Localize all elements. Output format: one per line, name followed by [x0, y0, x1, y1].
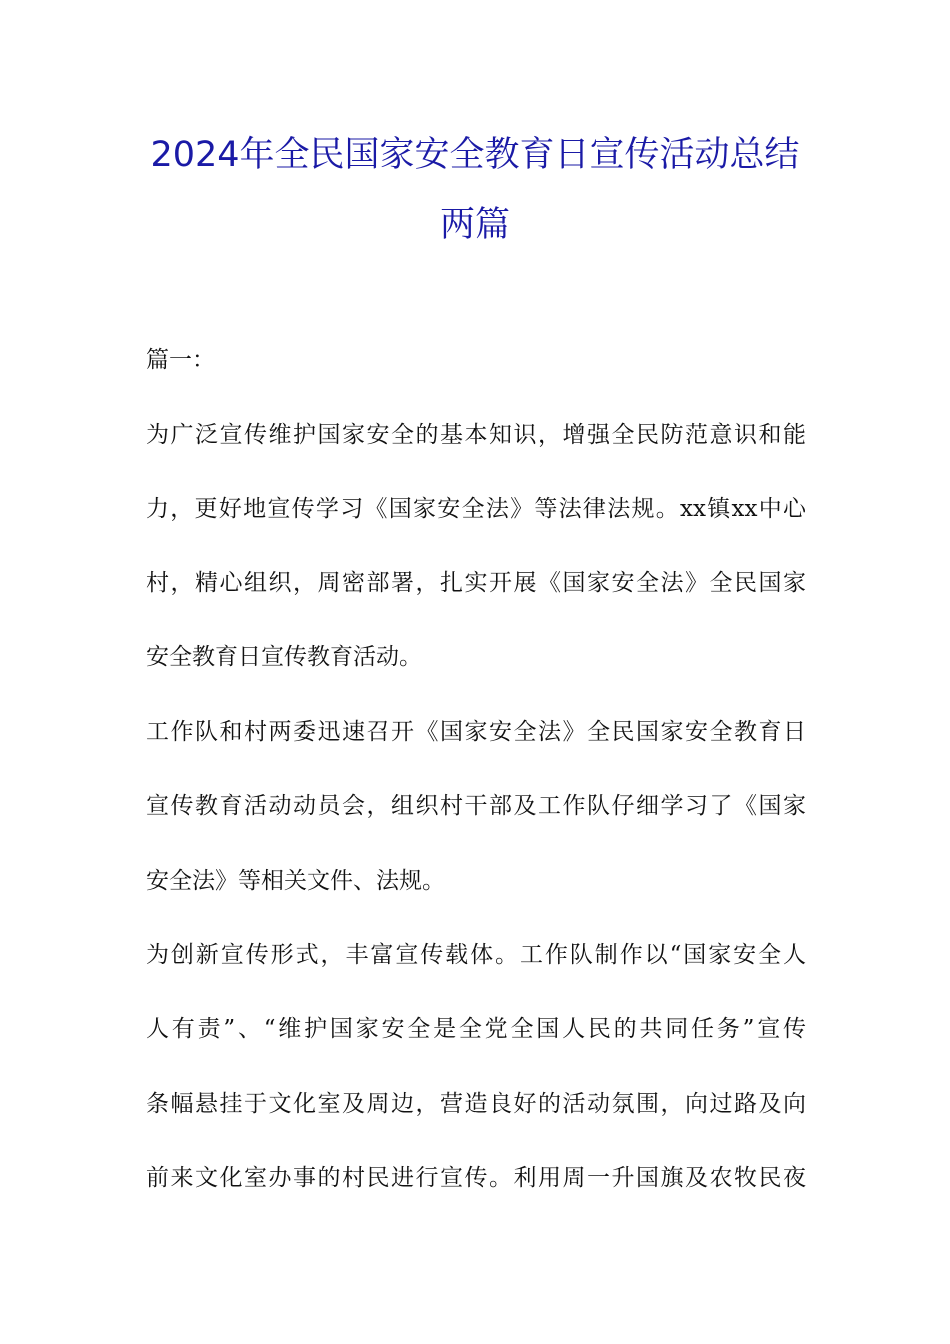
- paragraph-line: 安全法》等相关文件、法规。: [146, 868, 445, 894]
- paragraph-line: 村，精心组织，周密部署，扎实开展《国家安全法》全民国家: [146, 570, 806, 596]
- section-label: 篇一：: [146, 347, 215, 373]
- document-title-line-2: 两篇: [439, 205, 510, 245]
- paragraph-line: 工作队和村两委迅速召开《国家安全法》全民国家安全教育日: [146, 719, 806, 745]
- paragraph-line: 前来文化室办事的村民进行宣传。利用周一升国旗及农牧民夜: [146, 1165, 806, 1191]
- paragraph-line: 人有责”、“维护国家安全是全党全国人民的共同任务”宣传: [146, 1016, 806, 1042]
- paragraph-line: 安全教育日宣传教育活动。: [146, 644, 422, 670]
- paragraph-line: 宣传教育活动动员会，组织村干部及工作队仔细学习了《国家: [146, 793, 806, 819]
- paragraph-line: 力，更好地宣传学习《国家安全法》等法律法规。xx镇xx中心: [146, 496, 806, 522]
- document-title-line-1: 2024年全民国家安全教育日宣传活动总结: [150, 135, 800, 175]
- paragraph-line: 条幅悬挂于文化室及周边，营造良好的活动氛围，向过路及向: [146, 1091, 806, 1117]
- paragraph-line: 为创新宣传形式，丰富宣传载体。工作队制作以“国家安全人: [146, 942, 806, 968]
- paragraph-line: 为广泛宣传维护国家安全的基本知识，增强全民防范意识和能: [146, 422, 806, 448]
